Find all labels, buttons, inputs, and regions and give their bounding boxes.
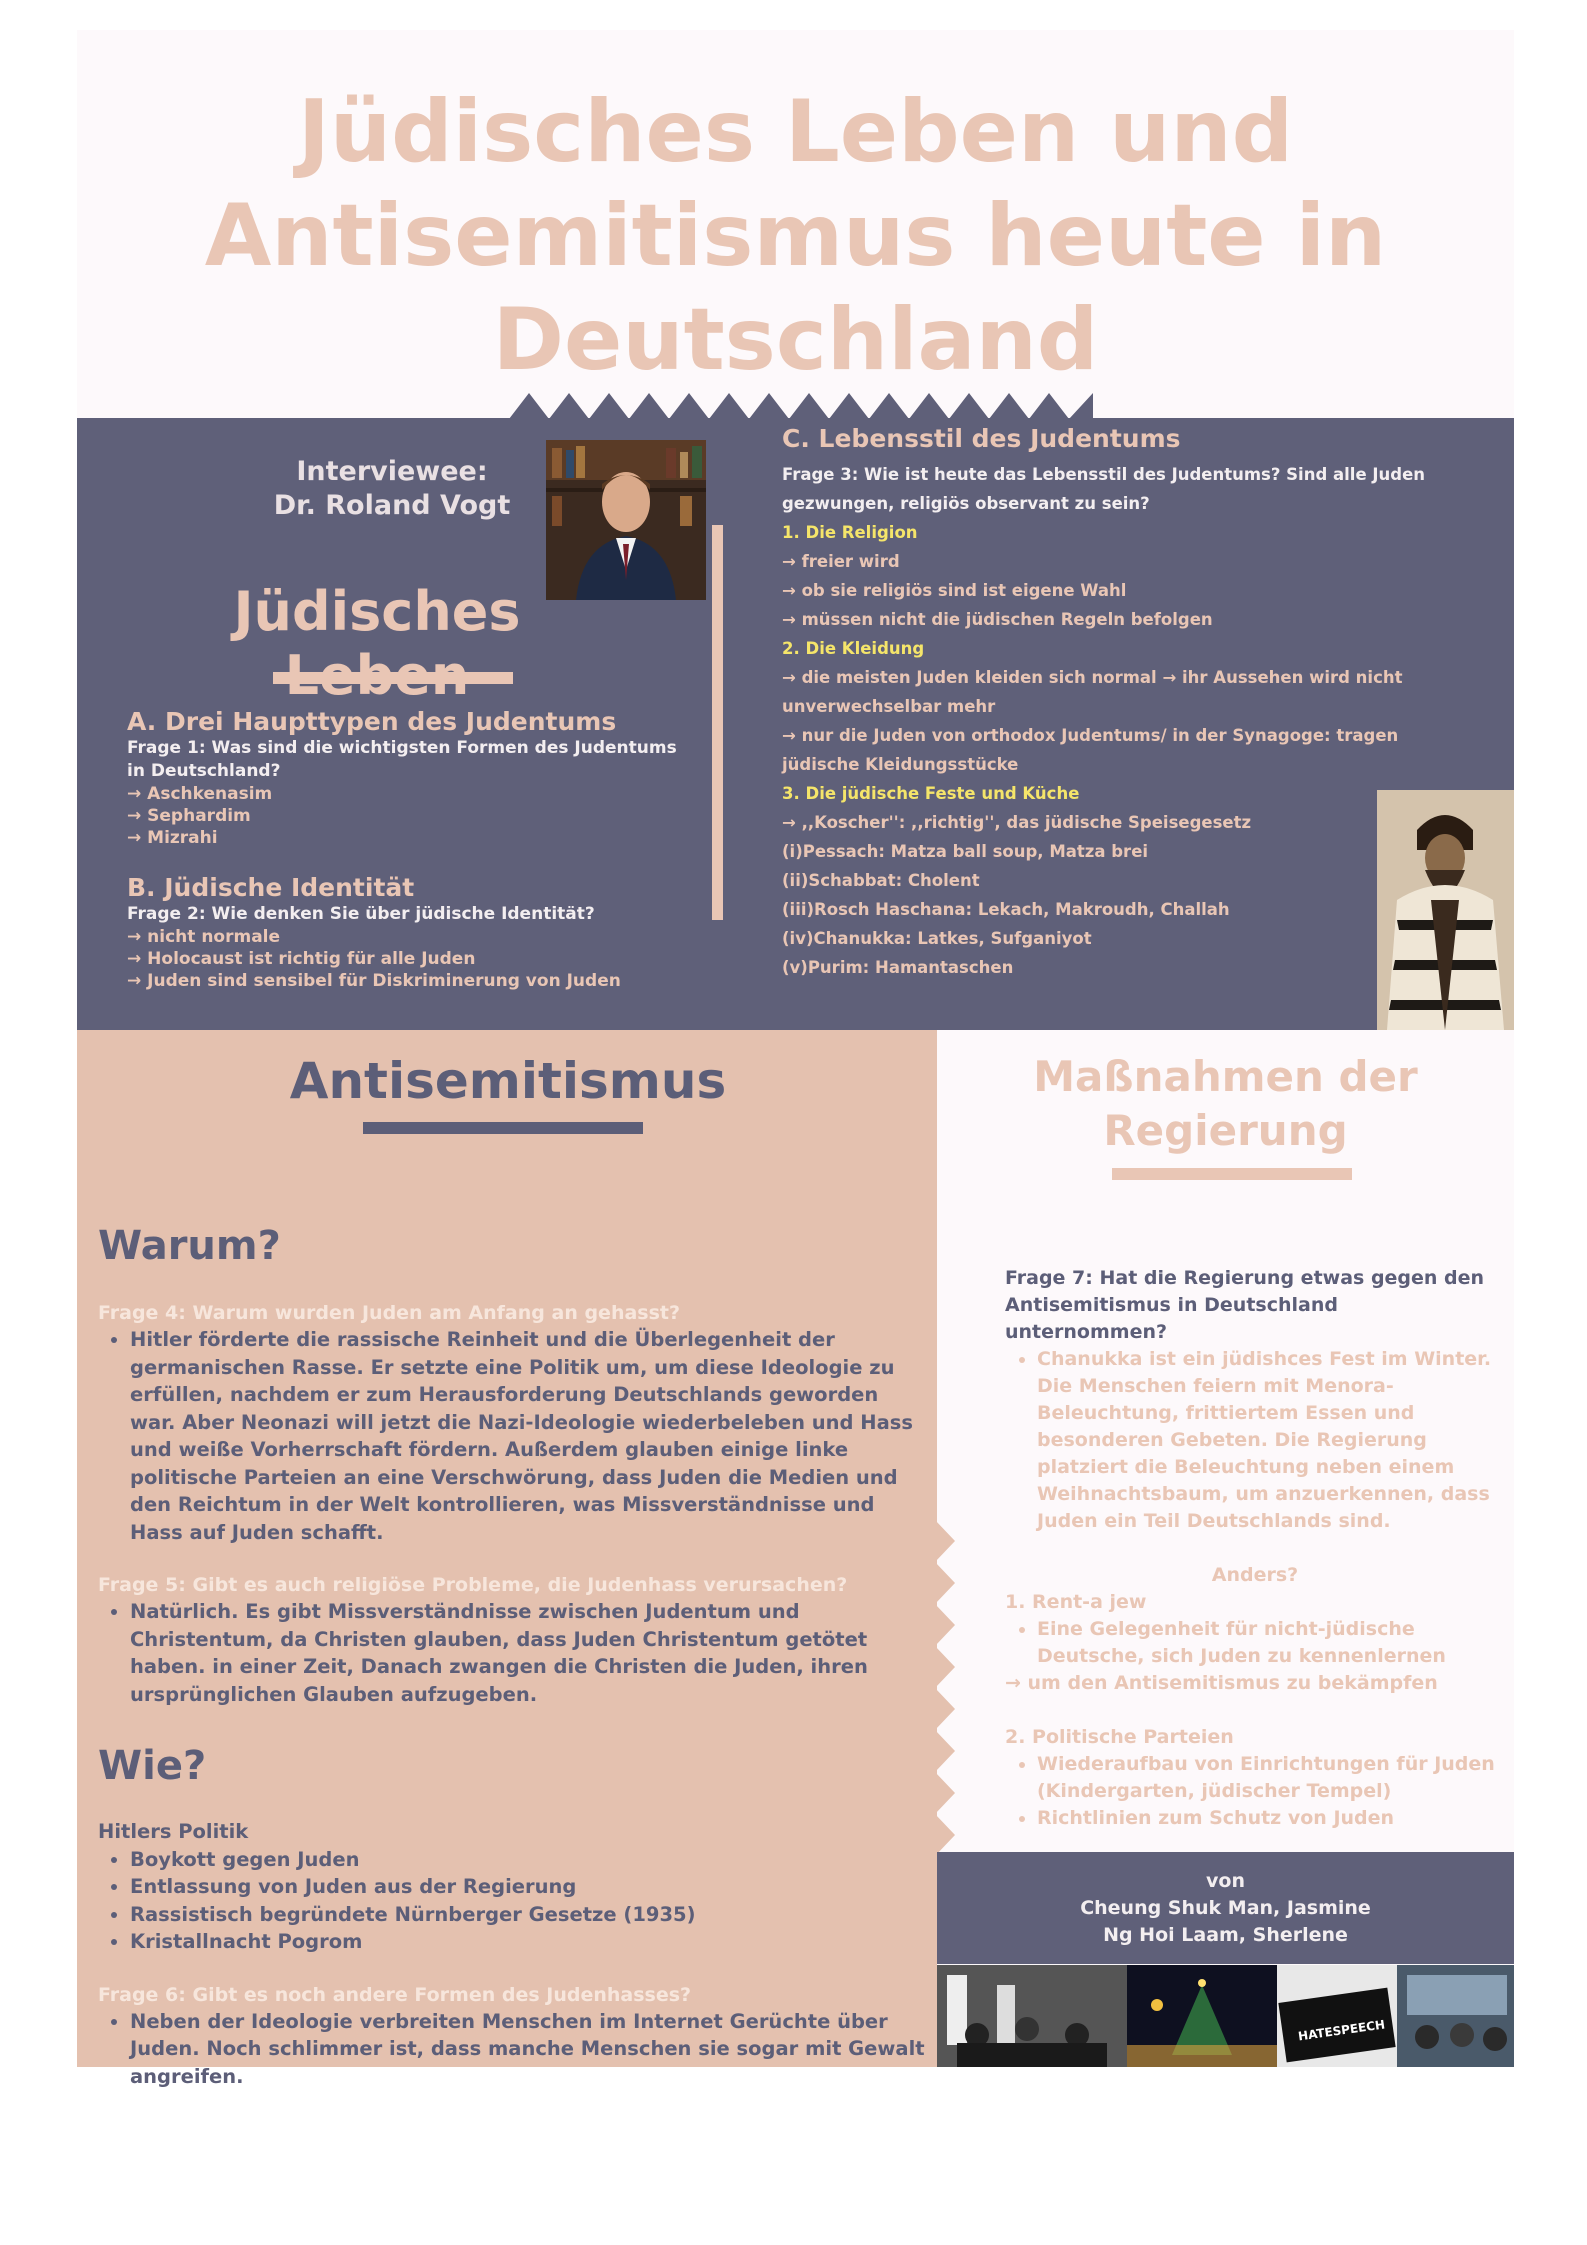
list-item: • Hitler förderte die rassische Reinheit und die Überlegenheit der germanischen Rasse. Er setzte eine Politik um, um diese Ideologie zu erfüllen, nachdem er zum Herausforderung Deutschlands geworden war. Aber Neonazi will jetzt die Nazi-Ideologie wiederbeleben und Hass und weiße Vorherrschaft fördern. Außerdem glauben einige linke politische Parteien an eine Verschwörung, dass Juden die Medien und den Reichtum in der Welt kontrollieren, was Missverständnisse und Hass auf Juden schafft. [130, 1326, 928, 1546]
page-title [77, 80, 1514, 392]
anders-heading: Anders? [1211, 1564, 1299, 1586]
list-item: • Chanukka ist ein jüdishces Fest im Winter. Die Menschen feiern mit Menora-Beleuchtung, frittiertem Essen und besonderen Gebeten. Die Regierung platziert die Beleuchtung neben einem Weihnachtsbaum, um anzuerkennen, dass Juden ein Teil Deutschlands sind. [1037, 1346, 1505, 1535]
section-c-title: C. Lebensstil des Judentums [782, 424, 1181, 453]
answer-list [98, 2008, 928, 2091]
credits-von: von [1206, 1870, 1245, 1892]
zigzag-divider [509, 393, 1093, 419]
wie-heading: Wie? [98, 1743, 207, 1789]
hatespeech-sign-text: HATESPEECH [1297, 2017, 1386, 2044]
title-line-2: Antisemitismus heute in [204, 186, 1387, 286]
list-item: • Boykott gegen Juden [130, 1846, 928, 1874]
answer-list [98, 1326, 928, 1546]
subheading-kleidung: 2. Die Kleidung [782, 639, 925, 658]
column-divider [712, 525, 723, 920]
regierung-heading-line-2: Regierung [1103, 1106, 1348, 1155]
heading-underline [273, 672, 513, 684]
list-item: (iii)Rosch Haschana: Lekach, Makroudh, Challah [782, 900, 1230, 919]
section-a-title: A. Drei Haupttypen des Judentums [127, 707, 617, 736]
frage-4: Frage 4: Warum wurden Juden am Anfang an gehasst? [98, 1302, 681, 1324]
list-item: (iv)Chanukka: Latkes, Sufganiyot [782, 929, 1092, 948]
praying-man-image [1377, 790, 1514, 1030]
section-a [127, 707, 687, 849]
list-item: → ,,Koscher'': ,,richtig'', das jüdische Speisegesetz [782, 813, 1252, 832]
section-b-title: B. Jüdische Identität [127, 873, 415, 902]
list-item: → Mizrahi [127, 828, 218, 848]
photo-collage-image [937, 1965, 1514, 2067]
title-line-1: Jüdisches Leben und [297, 82, 1294, 182]
rent-a-jew-list [1005, 1616, 1505, 1670]
frage-7: Frage 7: Hat die Regierung etwas gegen den Antisemitismus in Deutschland unternommen? [1005, 1267, 1485, 1343]
regierung-block [1005, 1265, 1505, 1832]
title-line-3: Deutschland [492, 290, 1099, 390]
list-item: (ii)Schabbat: Cholent [782, 871, 980, 890]
section-c-question: Frage 3: Wie ist heute das Lebensstil des Judentums? Sind alle Juden gezwungen, religiös observant zu sein? [782, 465, 1426, 513]
list-item: • Rassistisch begründete Nürnberger Gesetze (1935) [130, 1901, 928, 1929]
interviewee-portrait-image [546, 440, 706, 600]
list-item: → Juden sind sensibel für Diskriminerung von Juden [127, 971, 621, 991]
list-item: • Natürlich. Es gibt Missverständnisse zwischen Judentum und Christentum, da Christen glauben, dass Juden Christentum getötet haben. in einer Zeit, Danach zwangen die Christen die Juden, ihren ursprünglichen Glauben aufzugeben. [130, 1598, 928, 1708]
list-item: → ob sie religiös sind ist eigene Wahl [782, 581, 1127, 600]
list-item: • Eine Gelegenheit für nicht-jüdische Deutsche, sich Juden zu kennenlernen [1037, 1616, 1505, 1670]
list-item: → müssen nicht die jüdischen Regeln befolgen [782, 610, 1213, 629]
list-item: → nicht normale [127, 927, 281, 947]
juedisches-leben-heading: Jüdisches [233, 580, 521, 643]
list-item: → Sephardim [127, 806, 251, 826]
section-c [782, 424, 1472, 982]
list-item: → freier wird [782, 552, 900, 571]
wie-block [98, 1818, 928, 2090]
list-item: → Holocaust ist richtig für alle Juden [127, 949, 476, 969]
list-item: → Aschkenasim [127, 784, 273, 804]
list-item: • Entlassung von Juden aus der Regierung [130, 1873, 928, 1901]
warum-heading: Warum? [98, 1223, 281, 1269]
list-item: → nur die Juden von orthodox Judentums/ in der Synagoge: tragen jüdische Kleidungsstücke [782, 726, 1399, 774]
heading-underline [1112, 1168, 1352, 1180]
list-item: (i)Pessach: Matza ball soup, Matza brei [782, 842, 1149, 861]
credits-name-2: Ng Hoi Laam, Sherlene [1103, 1924, 1348, 1946]
interviewee-label [237, 455, 547, 523]
warum-block [98, 1300, 928, 1708]
answer-list [1005, 1346, 1505, 1535]
list-item: • Wiederaufbau von Einrichtungen für Juden (Kindergarten, jüdischer Tempel) [1037, 1751, 1505, 1805]
frage-6: Frage 6: Gibt es noch andere Formen des Judenhasses? [98, 1983, 692, 2006]
section-a-question: Frage 1: Was sind die wichtigsten Formen des Judentums in Deutschland? [127, 738, 677, 781]
credits-text [937, 1868, 1514, 1949]
politische-parteien-label: 2. Politische Parteien [1005, 1726, 1234, 1748]
interviewee-title: Interviewee: [296, 456, 488, 487]
subheading-religion: 1. Die Religion [782, 523, 918, 542]
frage-5: Frage 5: Gibt es auch religiöse Probleme, die Judenhass verursachen? [98, 1574, 848, 1596]
hitler-politik-label: Hitlers Politik [98, 1820, 249, 1843]
regierung-heading-line-1: Maßnahmen der [1033, 1052, 1418, 1101]
regierung-heading [937, 1050, 1514, 1158]
politische-parteien-list [1005, 1751, 1505, 1832]
list-item: • Richtlinien zum Schutz von Juden [1037, 1805, 1505, 1832]
list-item: → um den Antisemitismus zu bekämpfen [1005, 1672, 1438, 1694]
list-item: (v)Purim: Hamantaschen [782, 958, 1014, 977]
section-b [127, 873, 687, 992]
antisemitismus-heading: Antisemitismus [289, 1052, 727, 1110]
section-b-question: Frage 2: Wie denken Sie über jüdische Identität? [127, 904, 595, 924]
subheading-feste: 3. Die jüdische Feste und Küche [782, 784, 1080, 803]
list-item: • Neben der Ideologie verbreiten Menschen im Internet Gerüchte über Juden. Noch schlimmer ist, dass manche Menschen sie sogar mit Gewalt angreifen. [130, 2008, 928, 2091]
answer-list [98, 1598, 928, 1708]
heading-underline [363, 1122, 643, 1134]
rent-a-jew-label: 1. Rent-a jew [1005, 1591, 1147, 1613]
credits-name-1: Cheung Shuk Man, Jasmine [1080, 1897, 1371, 1919]
interviewee-name: Dr. Roland Vogt [273, 490, 511, 521]
hitler-politik-list [98, 1846, 928, 1956]
list-item: • Kristallnacht Pogrom [130, 1928, 928, 1956]
list-item: → die meisten Juden kleiden sich normal → ihr Aussehen wird nicht unverwechselbar mehr [782, 668, 1403, 716]
